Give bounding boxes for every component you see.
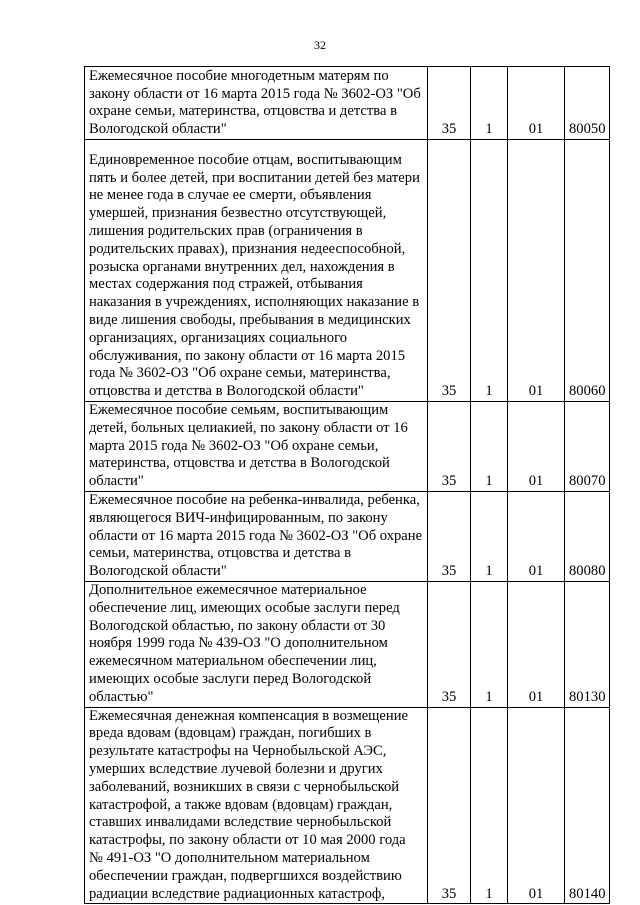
table-row bbox=[85, 581, 610, 707]
row-code-1: 35 bbox=[428, 67, 471, 140]
row-code-2: 1 bbox=[471, 140, 508, 402]
table-row bbox=[85, 67, 610, 140]
row-code-3: 01 bbox=[508, 581, 565, 707]
row-code-1: 35 bbox=[428, 140, 471, 402]
row-name: Ежемесячная денежная компенсация в возмещение вреда вдовам (вдовцам) граждан, погибших в результате катастрофы на Чернобыльской АЭС, умерших вследствие лучевой болезни и других заболеваний, возникших в связи с чернобыльской катастрофой, а также вдовам (вдовцам) граждан, ставших инвалидами вследствие чернобыльской катастрофы, по закону области от 10 мая 2000 года № 491-ОЗ "О дополнительном материальном обеспечении граждан, подвергшихся воздействию радиации вследствие радиационных катастроф, bbox=[89, 707, 408, 902]
row-code-2: 1 bbox=[471, 707, 508, 904]
row-code-1: 35 bbox=[428, 491, 471, 581]
row-code-1: 35 bbox=[428, 707, 471, 904]
row-name: Дополнительное ежемесячное материальное обеспечение лиц, имеющих особые заслуги перед Вологодской областью, по закону области от 30 ноября 1999 года № 439-ОЗ "О дополнительном ежемесячном материальном обеспечении лиц, имеющих особые заслуги перед Вологодской областью" bbox=[89, 581, 400, 705]
row-name: Единовременное пособие отцам, воспитывающим пять и более детей, при воспитании детей без матери не менее года в случае ее смерти, объявления умершей, признания безвестно отсутствующей, лишения родительских прав (ограничения в родительских правах), признания недееспособной, розыска органами внутренних дел, нахождения в местах содержания под стражей, отбывания наказания в учреждениях, исполняющих наказание в виде лишения свободы, пребывания в медицинских организациях, организациях социального обслуживания, по закону области от 16 марта 2015 года № 3602-ОЗ "Об охране семьи, материнства, отцовства и детства в Вологодской области" bbox=[89, 151, 420, 400]
table-row bbox=[85, 140, 610, 402]
row-name-cell bbox=[85, 140, 428, 402]
budget-table bbox=[84, 66, 610, 904]
row-code-3: 01 bbox=[508, 491, 565, 581]
row-code-3: 01 bbox=[508, 140, 565, 402]
row-code-4: 80060 bbox=[565, 140, 610, 402]
row-name-cell bbox=[85, 402, 428, 492]
row-code-4: 80050 bbox=[565, 67, 610, 140]
row-code-2: 1 bbox=[471, 491, 508, 581]
row-code-2: 1 bbox=[471, 402, 508, 492]
row-name-cell bbox=[85, 581, 428, 707]
row-code-4: 80080 bbox=[565, 491, 610, 581]
row-code-2: 1 bbox=[471, 581, 508, 707]
row-code-4: 80130 bbox=[565, 581, 610, 707]
row-code-3: 01 bbox=[508, 67, 565, 140]
row-name-cell bbox=[85, 707, 428, 904]
table-row bbox=[85, 402, 610, 492]
row-code-4: 80140 bbox=[565, 707, 610, 904]
row-name: Ежемесячное пособие семьям, воспитывающим детей, больных целиакией, по закону области от 16 марта 2015 года № 3602-ОЗ "Об охране семьи, материнства, отцовства и детства в Вологодской области" bbox=[89, 402, 408, 490]
row-code-3: 01 bbox=[508, 402, 565, 492]
row-code-3: 01 bbox=[508, 707, 565, 904]
row-name-cell bbox=[85, 491, 428, 581]
row-name: Ежемесячное пособие на ребенка-инвалида, ребенка, являющегося ВИЧ-инфицированным, по закону области от 16 марта 2015 года № 3602-ОЗ "Об охране семьи, материнства, отцовства и детства в Вологодской области" bbox=[89, 491, 423, 580]
row-name: Ежемесячное пособие многодетным матерям по закону области от 16 марта 2015 года № 3602-ОЗ "Об охране семьи, материнства, отцовства и детства в Вологодской области" bbox=[89, 67, 421, 138]
page-number: 32 bbox=[314, 38, 326, 52]
row-code-1: 35 bbox=[428, 402, 471, 492]
row-code-4: 80070 bbox=[565, 402, 610, 492]
row-code-2: 1 bbox=[471, 67, 508, 140]
table-row bbox=[85, 491, 610, 581]
row-code-1: 35 bbox=[428, 581, 471, 707]
row-name-cell bbox=[85, 67, 428, 140]
table-row bbox=[85, 707, 610, 904]
